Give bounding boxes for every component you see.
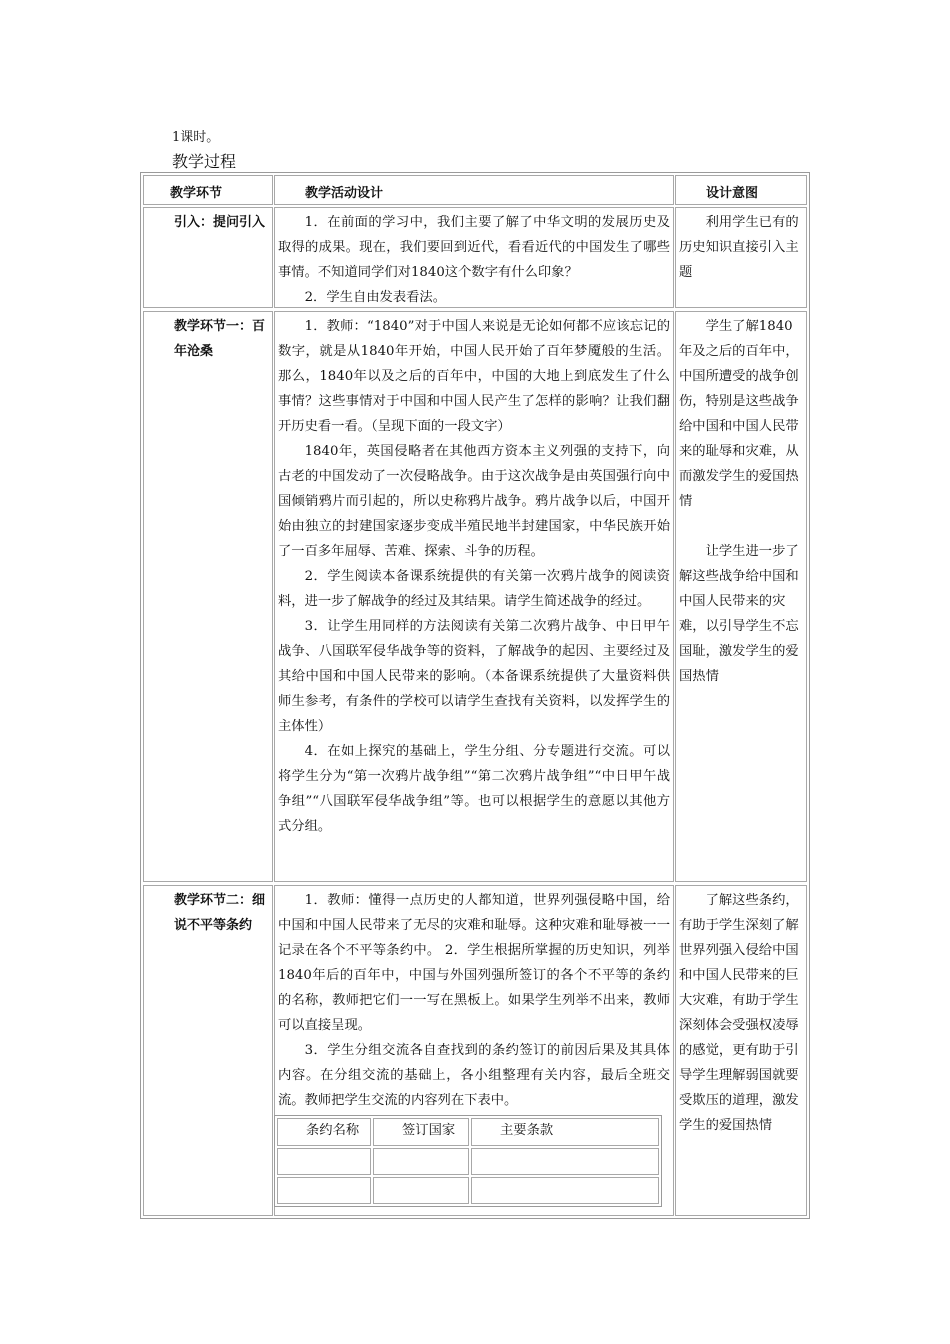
intent-cell: [675, 207, 807, 308]
intent-paragraph: 了解这些条约，有助于学生深刻了解世界列强入侵给中国和中国人民带来的巨大灾难，有助于学生深刻体会受强权凌辱的感觉，更有助于引导学生理解弱国就要受欺压的道理，激发学生的爱国热情: [679, 893, 799, 1133]
activity-paragraph: 1．教师：“1840”对于中国人来说是无论如何都不应该忘记的数字，就是从1840年开始，中国人民开始了百年梦魇般的生活。那么，1840年以及之后的百年中，中国的大地上到底发生了什么事情？这些事情对于中国和中国人民产生了怎样的影响？让我们翻开历史看一看。（呈现下面的一段文字）: [278, 319, 670, 434]
activity-cell: [274, 311, 674, 882]
treaty-cell: [373, 1177, 469, 1204]
intent-cell: [675, 311, 807, 882]
section-title: 教学过程: [172, 152, 237, 171]
treaty-header-country: 签订国家: [373, 1118, 469, 1146]
treaty-header-terms: 主要条款: [471, 1118, 659, 1146]
treaty-cell: [277, 1177, 371, 1204]
intent-paragraph: 学生了解1840年及之后的百年中，中国所遭受的战争创伤，特别是这些战争给中国和中国人民带来的耻辱和灾难，从而激发学生的爱国热情: [679, 319, 799, 509]
header-activity: 教学活动设计: [274, 175, 674, 205]
stage-cell: 教学环节一：百年沧桑: [143, 311, 273, 882]
header-stage: 教学环节: [143, 175, 273, 205]
activity-paragraph: 1840年，英国侵略者在其他西方资本主义列强的支持下，向古老的中国发动了一次侵略战争。由于这次战争是由英国强行向中国倾销鸦片而引起的，所以史称鸦片战争。鸦片战争以后，中国开始由独立的封建国家逐步变成半殖民地半封建国家，中华民族开始了一百多年屈辱、苦难、探索、斗争的历程。: [278, 444, 670, 559]
activity-paragraph: 3．学生分组交流各自查找到的条约签订的前因后果及其具体内容。在分组交流的基础上，各小组整理有关内容，最后全班交流。教师把学生交流的内容列在下表中。: [278, 1043, 670, 1108]
stage-cell: 教学环节二：细说不平等条约: [143, 885, 273, 1216]
activity-paragraph: 1．在前面的学习中，我们主要了解了中华文明的发展历史及取得的成果。现在，我们要回到近代，看看近代的中国发生了哪些事情。不知道同学们对1840这个数字有什么印象？: [278, 215, 670, 280]
activity-cell: [274, 207, 674, 308]
activity-paragraph: 3．让学生用同样的方法阅读有关第二次鸦片战争、中日甲午战争、八国联军侵华战争等的资料，了解战争的起因、主要经过及其给中国和中国人民带来的影响。（本备课系统提供了大量资料供师生参考，有条件的学校可以请学生查找有关资料，以发挥学生的主体性）: [278, 619, 670, 734]
intent-cell: [675, 885, 807, 1216]
intent-paragraph: 让学生进一步了解这些战争给中国和中国人民带来的灾难，以引导学生不忘国耻，激发学生的爱国热情: [679, 544, 799, 684]
treaty-header-name: 条约名称: [277, 1118, 371, 1146]
treaty-cell: [471, 1148, 659, 1175]
activity-paragraph: 4．在如上探究的基础上，学生分组、分专题进行交流。可以将学生分为“第一次鸦片战争组”“第二次鸦片战争组”“中日甲午战争组”“八国联军侵华战争组”等。也可以根据学生的意愿以其他方式分组。: [278, 744, 670, 834]
intro-text: 1课时。: [172, 130, 220, 145]
treaty-cell: [277, 1148, 371, 1175]
header-intent: 设计意图: [675, 175, 807, 205]
activity-paragraph: 1．教师：懂得一点历史的人都知道，世界列强侵略中国，给中国和中国人民带来了无尽的灾难和耻辱。这种灾难和耻辱被一一记录在各个不平等条约中。 2．学生根据所掌握的历史知识，列举1840年后的百年中，中国与外国列强所签订的各个不平等的条约的名称，教师把它们一一写在黑板上。如果学生列举不出来，教师可以直接呈现。: [278, 893, 670, 1033]
activity-paragraph: 2．学生阅读本备课系统提供的有关第一次鸦片战争的阅读资料，进一步了解战争的经过及其结果。请学生简述战争的经过。: [278, 569, 670, 609]
treaty-cell: [373, 1148, 469, 1175]
treaty-cell: [471, 1177, 659, 1204]
stage-cell: 引入：提问引入: [143, 207, 273, 308]
activity-paragraph: 2．学生自由发表看法。: [304, 290, 447, 305]
intent-paragraph: 利用学生已有的历史知识直接引入主题: [679, 215, 799, 280]
